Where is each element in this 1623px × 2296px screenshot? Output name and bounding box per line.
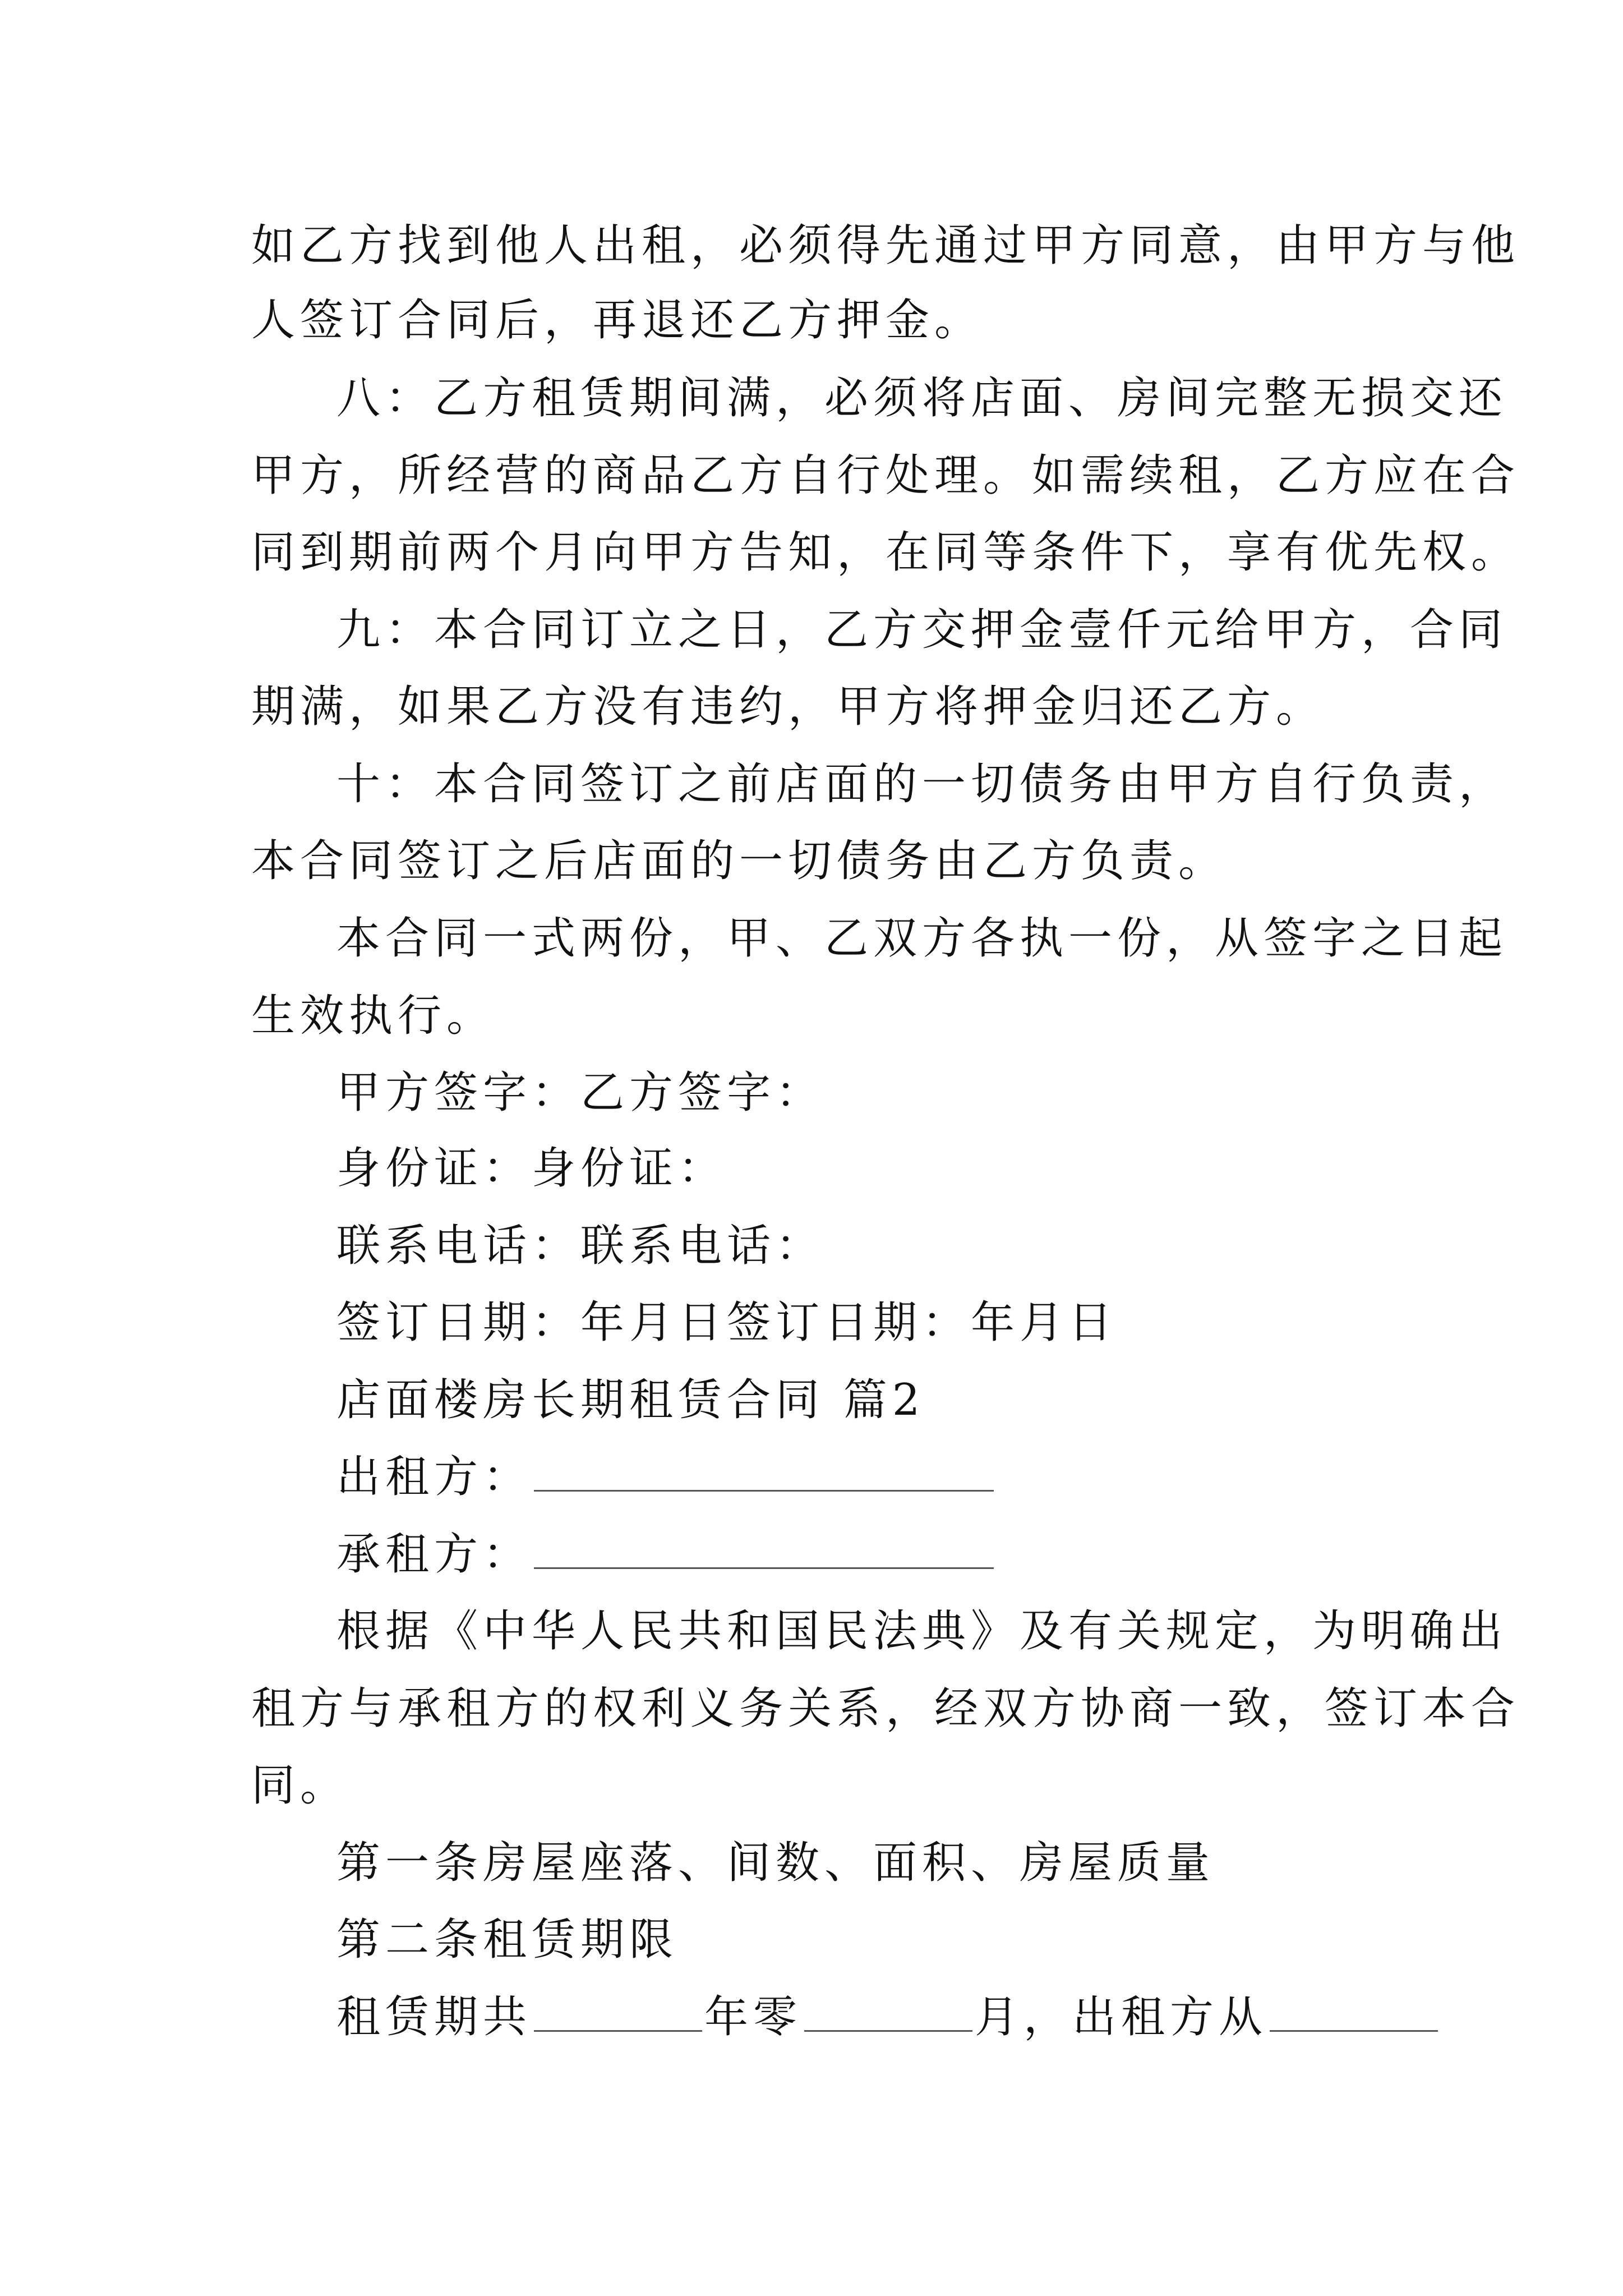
paragraph-line: 同。 — [251, 1760, 349, 1811]
paragraph-line: 同到期前两个月向甲方告知，在同等条件下，享有优先权。 — [251, 527, 1520, 578]
paragraph-line: 租方与承租方的权利义务关系，经双方协商一致，签订本合 — [251, 1683, 1520, 1734]
lessor-field-row — [336, 1446, 1385, 1508]
preamble-line: 根据《中华人民共和国民法典》及有关规定，为明确出 — [336, 1606, 1508, 1657]
signature-line: 甲方签字：乙方签字： — [336, 1068, 825, 1118]
paragraph-line: 人签订合同后，再退还乙方押金。 — [251, 295, 984, 346]
paragraph-line: 甲方，所经营的商品乙方自行处理。如需续租，乙方应在合 — [251, 450, 1520, 501]
lease-start-blank — [1270, 1991, 1438, 2032]
paragraph-line: 本合同签订之后店面的一切债务由乙方负责。 — [251, 836, 1228, 886]
lessee-label: 承租方： — [336, 1529, 532, 1580]
article-one-heading: 第一条房屋座落、间数、面积、房屋质量 — [336, 1838, 1215, 1888]
paragraph-line: 期满，如果乙方没有违约，甲方将押金归还乙方。 — [251, 682, 1325, 732]
clause-ten-line: 十：本合同签订之前店面的一切债务由甲方自行负责， — [336, 759, 1508, 809]
id-card-line: 身份证：身份证： — [336, 1143, 727, 1194]
paragraph-line: 生效执行。 — [251, 991, 496, 1041]
lessee-blank — [534, 1528, 994, 1569]
phone-line: 联系电话：联系电话： — [336, 1221, 825, 1271]
lessor-label: 出租方： — [336, 1452, 532, 1502]
article-two-heading: 第二条租赁期限 — [336, 1915, 679, 1965]
lease-term-text-1: 租赁期共 — [336, 1992, 532, 2042]
copies-clause-line: 本合同一式两份，甲、乙双方各执一份，从签字之日起 — [336, 913, 1508, 964]
lessor-blank — [534, 1451, 994, 1492]
clause-nine-line: 九：本合同订立之日，乙方交押金壹仟元给甲方，合同 — [336, 605, 1508, 655]
sign-date-line: 签订日期：年月日签订日期：年月日 — [336, 1297, 1118, 1348]
paragraph-line: 如乙方找到他人出租，必须得先通过甲方同意，由甲方与他 — [251, 220, 1520, 271]
lease-term-row — [336, 1986, 1385, 2048]
lease-years-blank — [534, 1991, 702, 2032]
section-title: 店面楼房长期租赁合同 篇2 — [336, 1375, 925, 1425]
clause-eight-line: 八：乙方租赁期间满，必须将店面、房间完整无损交还 — [336, 373, 1508, 424]
lease-term-text-2: 年零 — [704, 1992, 803, 2042]
lease-months-blank — [804, 1991, 972, 2032]
lease-term-text-3: 月，出租方从 — [975, 1992, 1268, 2042]
lessee-field-row — [336, 1524, 1385, 1585]
